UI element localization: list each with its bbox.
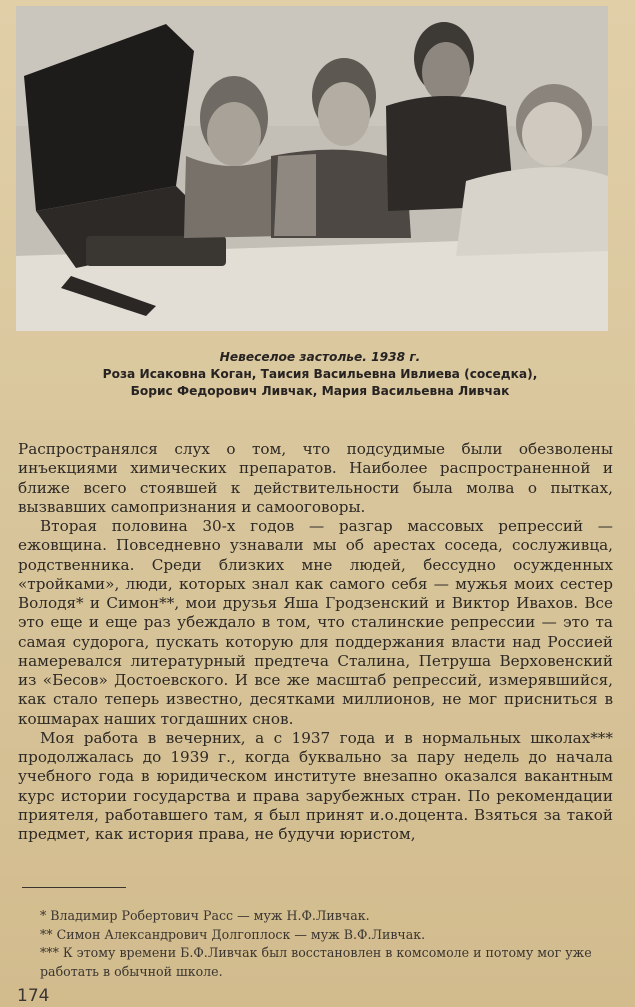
- body-text: [18, 440, 613, 844]
- caption-line-1: Роза Исаковна Коган, Таисия Васильевна Ивлиева (соседка),: [102, 367, 538, 381]
- family-photo: [16, 6, 608, 331]
- footnote-divider: [22, 887, 126, 888]
- paragraph-2: Вторая половина 30-х годов — разгар массовых репрессий — ежовщина. Повседневно узнавали мы об арестах соседа, сослуживца, родственника. Среди близких мне людей, бессудно осужденных «тройками», люди, которых знал как самого себя — мужья моих сестер Володя* и Симон**, мои друзья Яша Гродзенский и Виктор Ивахов. Все это еще и еще раз убеждало в том, что сталинские репрессии — это та самая судорога, пускать которую для поддержания власти над Россией намеревался литературный предтеча Сталина, Петруша Верховенский из «Бесов» Достоевского. И все же масштаб репрессий, измерявшийся, как стало теперь известно, десятками миллионов, не мог присниться в кошмарах наших тогдашних снов.: [18, 517, 613, 728]
- paragraph-1: Распространялся слух о том, что подсудимые были обезволены инъекциями химических препаратов. Наиболее распространенной и ближе всего стоявшей к действительности была молва о пытках, вызвавших самопризнания и самооговоры.: [18, 440, 613, 516]
- footnotes: [18, 907, 613, 981]
- footnote-1: * Владимир Робертович Расс — муж Н.Ф.Ливчак.: [40, 908, 370, 923]
- photo-caption: [60, 349, 580, 400]
- caption-line-2: Борис Федорович Ливчак, Мария Васильевна Ливчак: [130, 384, 510, 398]
- footnote-3: *** К этому времени Б.Ф.Ливчак был восстановлен в комсомоле и потому мог уже работать в обычной школе.: [40, 945, 592, 979]
- footnote-2: ** Симон Александрович Долгоплоск — муж В.Ф.Ливчак.: [40, 926, 426, 942]
- caption-title: Невеселое застолье. 1938 г.: [219, 350, 421, 364]
- paragraph-3: Моя работа в вечерних, а с 1937 года и в нормальных школах*** продолжалась до 1939 г., когда буквально за пару недель до начала учебного года в юридическом институте внезапно оказался вакантным курс истории государства и права зарубежных стран. По рекомендации приятеля, работавшего там, я был принят и.о.доцента. Взяться за такой предмет, как история права, не будучи юристом,: [18, 728, 613, 843]
- page-number: 174: [17, 986, 50, 1006]
